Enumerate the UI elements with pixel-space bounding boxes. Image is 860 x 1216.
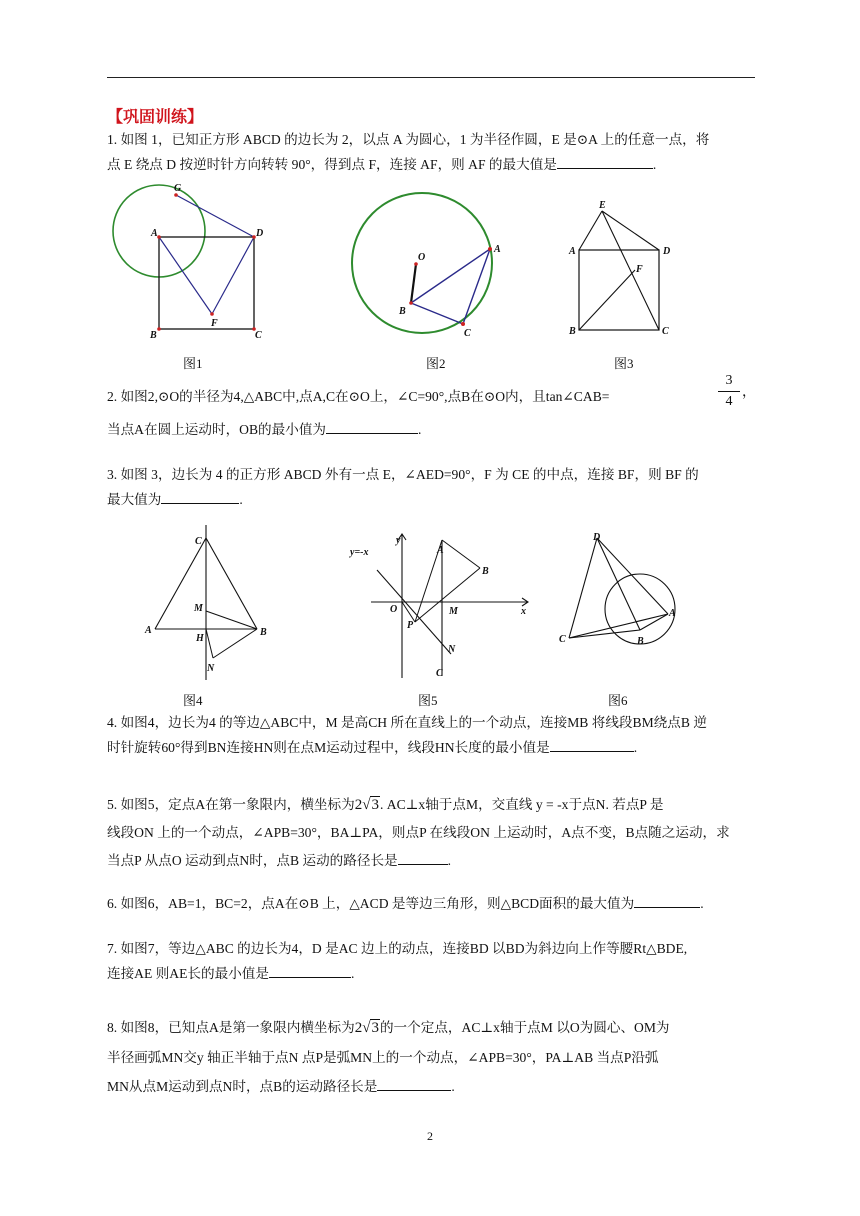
q7-line1: 7. 如图7，等边△ABC 的边长为4，D 是AC 边上的动点，连接BD 以BD为斜边向上作等腰Rt△BDE, [107, 941, 688, 956]
figure-1 [110, 180, 280, 340]
q5-line3-text: 当点P 从点O 运动到点N时，点B 运动的路径长是 [107, 853, 398, 868]
question-5 [107, 791, 757, 875]
q6-line1 [107, 891, 757, 916]
q6-line1-text: 6. 如图6，AB=1，BC=2，点A在⊙B 上，△ACD 是等边三角形，则△BCD面积的最大值为 [107, 896, 635, 911]
q7-line2 [107, 961, 757, 986]
q2-line1: 2. 如图2,⊙O的半径为4,△ABC中,点A,C在⊙O上，∠C=90°,点B在⊙O内，且tan∠CAB= [107, 389, 610, 404]
label-b: B [150, 330, 157, 340]
label-c: C [195, 536, 202, 547]
label-c: C [559, 634, 566, 645]
label-o: O [390, 604, 398, 615]
label-c: C [464, 328, 471, 339]
frac-comma: ， [742, 385, 756, 400]
figure-3 [565, 198, 685, 343]
q5-radicand: 3 [371, 797, 379, 813]
q6-end: . [700, 896, 704, 911]
q5-line1-a: 5. 如图5，定点A在第一象限内，横坐标为 [107, 797, 355, 812]
q8-line3-text: MN从点M运动到点N时，点B的运动路径长是 [107, 1079, 378, 1094]
label-b: B [569, 326, 576, 337]
frac-numerator: 3 [718, 371, 740, 392]
q1-line2-text: 点 E 绕点 D 按逆时针方向转转 90°，得到点 F，连接 AF，则 AF 的最大值是 [107, 157, 557, 172]
answer-blank-3 [161, 489, 239, 504]
q3-line2-text: 最大值为 [107, 492, 162, 507]
q4-line2-text: 时针旋转60°得到BN连接HN则在点M运动过程中，线段HN长度的最小值是 [107, 740, 550, 755]
label-n: N [207, 663, 215, 674]
label-a: A [437, 545, 444, 556]
caption-fig6: 图6 [608, 693, 628, 708]
label-o: O [418, 252, 426, 263]
q7-end: . [350, 966, 355, 981]
q8-line1-b: 的一个定点，AC⊥x轴于点M 以O为圆心、OM为 [379, 1020, 670, 1035]
q8-line1 [107, 1013, 757, 1043]
q3-line2 [107, 487, 757, 512]
label-m: M [194, 603, 203, 614]
label-d: D [663, 246, 671, 257]
q8-radicand: 3 [371, 1020, 379, 1036]
answer-blank-4 [550, 737, 634, 752]
answer-blank-5 [398, 850, 448, 865]
caption-fig2: 图2 [426, 356, 446, 371]
figure-5 [345, 530, 535, 680]
label-c: C [662, 326, 669, 337]
question-3 [107, 462, 757, 512]
question-6 [107, 891, 757, 916]
label-f: F [636, 264, 643, 275]
label-b: B [260, 627, 267, 638]
label-d: D [593, 532, 601, 543]
q2-end: . [418, 422, 422, 437]
answer-blank-2 [326, 419, 418, 434]
q8-sqrt: 2√3 [354, 1020, 379, 1036]
label-b: B [482, 566, 489, 577]
caption-fig4: 图4 [183, 693, 203, 708]
q7-line2-text: 连接AE 则AE长的最小值是 [107, 966, 269, 981]
figure-6 [555, 530, 685, 680]
label-e: E [599, 200, 606, 211]
frac-denominator: 4 [725, 394, 733, 409]
question-1 [107, 127, 757, 177]
q1-end: . [652, 157, 657, 172]
q8-line2: 半径画弧MN交y 轴正半轴于点N 点P是弧MN上的一个动点，∠APB=30°，PA⊥AB 当点P沿弧 [107, 1050, 659, 1065]
answer-blank-1 [557, 154, 653, 169]
question-2 [107, 384, 757, 442]
q5-line1-b: . AC⊥x轴于点M，交直线 y = -x于点N. 若点P 是 [379, 797, 664, 812]
page-number: 2 [427, 1129, 433, 1143]
answer-blank-8 [377, 1076, 451, 1091]
q5-end: . [447, 853, 452, 868]
caption-fig3: 图3 [614, 356, 634, 371]
q2-line2-text: 当点A在圆上运动时，OB的最小值为 [107, 422, 327, 437]
label-p: P [407, 620, 414, 631]
fraction-3-4 [718, 371, 740, 412]
label-a: A [669, 608, 676, 619]
q8-line1-a: 8. 如图8，已知点A是第一象限内横坐标为 [107, 1020, 355, 1035]
q1-line2 [107, 152, 757, 177]
question-7 [107, 936, 757, 986]
q5-line3 [107, 847, 757, 875]
label-a: A [151, 228, 158, 239]
label-a: A [569, 246, 576, 257]
label-m: M [449, 606, 458, 617]
label-n: N [448, 644, 456, 655]
q5-line2: 线段ON 上的一个动点，∠APB=30°，BA⊥PA，则点P 在线段ON 上运动时，A点不变，B点随之运动，求 [107, 825, 730, 840]
section-title: 【巩固训练】 [107, 109, 204, 126]
q3-line1: 3. 如图 3，边长为 4 的正方形 ABCD 外有一点 E，∠AED=90°，F 为 CE 的中点，连接 BF，则 BF 的 [107, 467, 699, 482]
figure-2 [345, 190, 505, 340]
q3-end: . [239, 492, 243, 507]
q1-line1: 1. 如图 1，已知正方形 ABCD 的边长为 2，以点 A 为圆心，1 为半径作圆，E 是⊙A 上的任意一点，将 [107, 132, 710, 147]
question-4 [107, 710, 757, 760]
label-b: B [637, 636, 644, 647]
q5-sqrt: 2√3 [354, 797, 379, 813]
label-line: y=-x [350, 547, 369, 558]
label-c: C [255, 330, 262, 340]
answer-blank-7 [269, 963, 351, 978]
label-d: D [256, 228, 264, 239]
caption-fig5: 图5 [418, 693, 438, 708]
header-rule [107, 77, 755, 78]
label-f: F [211, 318, 218, 329]
q4-end: . [633, 740, 638, 755]
q8-line3 [107, 1072, 757, 1101]
q2-line2 [107, 417, 757, 442]
q8-coef: 2 [354, 1020, 363, 1036]
q5-coef: 2 [354, 797, 363, 813]
figure-4 [140, 525, 280, 680]
q8-end: . [451, 1079, 455, 1094]
label-x: x [521, 606, 526, 617]
square-abcd [159, 237, 254, 329]
label-a: A [494, 244, 501, 255]
q4-line2 [107, 735, 757, 760]
label-b: B [399, 306, 406, 317]
label-h: H [196, 633, 204, 644]
question-8 [107, 1013, 757, 1101]
label-g: G [174, 183, 182, 194]
answer-blank-6 [634, 893, 700, 908]
label-a: A [145, 625, 152, 636]
q5-line1 [107, 791, 757, 819]
label-c: C [436, 668, 443, 679]
label-y: y [396, 535, 401, 546]
q4-line1: 4. 如图4，边长为4 的等边△ABC中，M 是高CH 所在直线上的一个动点，连接MB 将线段BM绕点B 逆 [107, 715, 707, 730]
caption-fig1: 图1 [183, 356, 203, 371]
